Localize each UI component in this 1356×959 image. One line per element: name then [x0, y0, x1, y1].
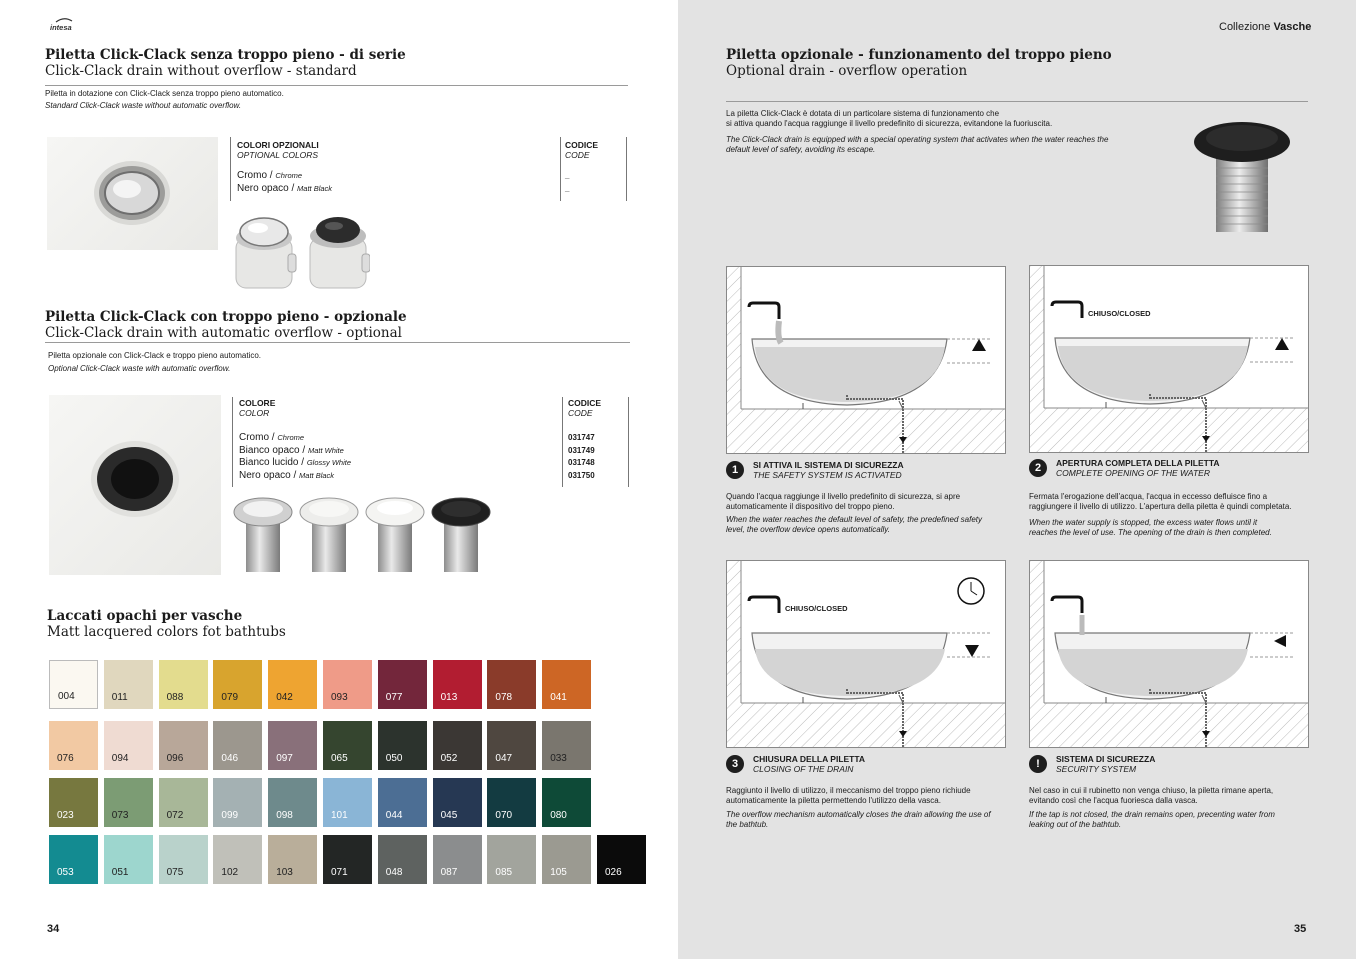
color-code: 023 — [57, 810, 74, 821]
color-code: 070 — [495, 810, 513, 821]
color-swatch — [378, 778, 427, 827]
brand-name: intesa — [50, 23, 72, 32]
intro-it — [726, 109, 1052, 129]
color-swatch — [487, 721, 536, 770]
step-desc-it — [726, 492, 960, 512]
chrome-overflow-drain-icon — [234, 498, 292, 572]
step-desc-it-line: Nel caso in cui il rubinetto non venga chiuso, la piletta rimane aperta, — [1029, 786, 1274, 795]
color-name-en: Glossy White — [306, 458, 352, 468]
section2-title-en: Click-Clack drain with automatic overflow - optional — [45, 325, 402, 341]
intro-en — [726, 135, 1108, 155]
intro-it-line: La piletta Click-Clack è dotata di un particolare sistema di funzionamento che — [726, 109, 1000, 118]
color-swatch — [213, 721, 262, 770]
color-swatch — [542, 660, 591, 709]
table-row: Nero opaco / Matt Black — [239, 469, 335, 481]
color-name-it: Bianco lucido — [239, 457, 299, 469]
color-code: 093 — [331, 692, 348, 703]
color-code: 042 — [276, 692, 293, 703]
color-code: 047 — [495, 753, 513, 764]
right-title-it: Piletta opzionale - funzionamento del troppo pieno — [726, 47, 1112, 63]
color-swatch — [159, 660, 208, 709]
section1-title-it: Piletta Click-Clack senza troppo pieno - di serie — [45, 47, 406, 63]
color-swatch — [213, 660, 262, 709]
color-code: 094 — [111, 753, 129, 764]
color-name-it: Nero opaco — [237, 182, 289, 194]
section2-table-divider-right — [628, 397, 629, 487]
color-name-en: Chrome — [277, 433, 305, 442]
step-title: SI ATTIVA IL SISTEMA DI SICUREZZA — [753, 460, 904, 470]
color-name-it: Cromo — [237, 170, 268, 181]
color-swatch — [159, 778, 208, 827]
color-code: 011 — [111, 692, 128, 703]
collection-name: Vasche — [1273, 21, 1312, 33]
color-code: 048 — [385, 867, 403, 878]
step-title: CHIUSURA DELLA PILETTA — [753, 754, 866, 764]
matt-white-overflow-drain-icon — [300, 498, 358, 572]
code-value: 031750 — [568, 470, 595, 480]
color-swatch — [213, 778, 262, 827]
section2-product-images — [232, 496, 494, 578]
step-subtitle: SECURITY SYSTEM — [1056, 764, 1137, 774]
code-value: _ — [565, 171, 570, 180]
color-code: 096 — [166, 753, 184, 764]
bathtub-diagram-icon — [727, 267, 1005, 453]
color-code: 041 — [550, 692, 567, 703]
color-swatch — [49, 778, 98, 827]
color-swatch — [323, 721, 372, 770]
color-swatch — [268, 660, 317, 709]
section2-photo — [49, 395, 221, 575]
color-code: 013 — [440, 692, 458, 703]
intro-it-line: si attiva quando l'acqua raggiunge il livello predefinito di sicurezza, evitandone la fuoriuscita. — [726, 119, 1053, 129]
color-name-it: Cromo — [239, 432, 270, 443]
color-swatch — [378, 721, 427, 770]
color-swatch — [104, 660, 153, 709]
table-row: Bianco opaco / Matt White — [239, 444, 344, 456]
color-code: 052 — [440, 753, 458, 764]
step-desc-it-line: automaticamente il dispositivo del troppo pieno. — [726, 502, 895, 512]
step-desc-en-line: If the tap is not closed, the drain remains open, precenting water from — [1029, 810, 1275, 819]
color-swatch — [323, 835, 372, 884]
section1-desc-it: Piletta in dotazione con Click-Clack senza troppo pieno automatico. — [45, 89, 284, 98]
section2-desc-en: Optional Click-Clack waste with automatic overflow. — [48, 364, 231, 373]
intro-en-line: default level of safety, avoiding its escape. — [726, 145, 876, 155]
color-code: 044 — [385, 810, 403, 821]
step-desc-it-line: evitando così che l'acqua fuoriesca dalla vasca. — [1029, 796, 1198, 806]
color-name-en: Matt Black — [297, 183, 333, 193]
color-swatch — [542, 721, 591, 770]
section2-col1-it: COLORE — [239, 398, 276, 408]
collection-prefix: Collezione — [1219, 21, 1271, 33]
section1-table-divider-right — [626, 137, 627, 201]
color-code: 101 — [331, 810, 348, 821]
color-code: 004 — [58, 691, 75, 702]
colors-title-it: Laccati opachi per vasche — [47, 608, 243, 624]
step-number-badge: 2 — [1029, 459, 1047, 477]
color-swatch — [104, 835, 153, 884]
color-code: 073 — [111, 810, 129, 821]
color-swatch — [104, 778, 153, 827]
table-row: Cromo / Chrome — [237, 170, 303, 181]
step-desc-en — [726, 515, 982, 535]
black-drain-with-thread-icon — [1194, 122, 1290, 232]
section1-table-divider-mid — [560, 137, 561, 201]
table-row: Nero opaco / Matt Black — [237, 182, 333, 194]
color-code: 076 — [57, 753, 74, 764]
right-title-rule — [726, 101, 1308, 102]
color-code: 103 — [276, 867, 293, 878]
color-swatch — [487, 835, 536, 884]
drain-product-image — [1192, 118, 1292, 236]
color-name-it: Nero opaco — [239, 469, 291, 481]
step-desc-en-line: reaches the level of use. The opening of the drain is then completed. — [1029, 528, 1272, 538]
color-code: 050 — [385, 753, 403, 764]
intro-en-line: The Click-Clack drain is equipped with a special operating system that activates when the water reaches the — [726, 135, 1109, 144]
color-swatch — [433, 835, 482, 884]
color-code: 071 — [331, 867, 348, 878]
color-code: 085 — [495, 867, 513, 878]
step-desc-it — [1029, 492, 1292, 512]
step-desc-en-line: level, the overflow device opens automatically. — [726, 525, 890, 535]
section2-rule — [45, 342, 630, 343]
collection-header — [1219, 21, 1311, 33]
color-code: 045 — [440, 810, 458, 821]
step-title: SISTEMA DI SICUREZZA — [1056, 754, 1156, 764]
color-swatch — [487, 660, 536, 709]
color-swatch — [433, 721, 482, 770]
section1-col2-en: CODE — [565, 150, 590, 160]
page-number-left: 34 — [47, 923, 60, 935]
step-number-badge: 1 — [726, 461, 744, 479]
step-desc-en — [1029, 518, 1272, 538]
color-swatch — [487, 778, 536, 827]
glossy-white-overflow-drain-icon — [366, 498, 424, 572]
section1-product-images — [230, 212, 370, 294]
color-code: 051 — [111, 867, 129, 878]
color-code: 080 — [550, 810, 567, 821]
section2-col2-en: CODE — [568, 408, 593, 418]
section2-table-codes — [568, 398, 601, 482]
color-code: 053 — [57, 867, 74, 878]
section1-col2-it: CODICE — [565, 140, 599, 150]
section2-table-colors — [239, 398, 351, 482]
step-number-badge: ! — [1029, 755, 1047, 773]
color-name-en: Matt Black — [299, 470, 335, 480]
step-diagram — [726, 266, 1006, 454]
section1-title-en: Click-Clack drain without overflow - standard — [45, 63, 357, 79]
code-value: _ — [565, 183, 570, 193]
right-title-en: Optional drain - overflow operation — [726, 63, 968, 79]
chrome-clickclack-icon — [236, 218, 296, 288]
chrome-drain-photo-icon — [47, 137, 218, 250]
step-desc-it-line: raggiungere il livello di utilizzo. L'apertura della piletta è quindi completata. — [1029, 502, 1292, 512]
step-desc-it — [726, 786, 971, 806]
color-swatch — [268, 778, 317, 827]
step-desc-it-line: Fermata l'erogazione dell'acqua, l'acqua in eccesso defluisce fino a — [1029, 492, 1268, 501]
color-name-it: Bianco opaco — [239, 444, 300, 456]
step-desc-en-line: the bathtub. — [726, 820, 769, 830]
color-swatch — [268, 835, 317, 884]
section1-table-divider-left — [230, 137, 231, 201]
color-code: 078 — [495, 692, 513, 703]
section2-col2-it: CODICE — [568, 398, 602, 408]
color-swatch — [49, 721, 98, 770]
step-diagram — [1029, 265, 1309, 453]
black-clickclack-icon — [310, 217, 370, 288]
color-code: 105 — [550, 867, 567, 878]
color-code: 097 — [276, 753, 293, 764]
step-diagram — [1029, 560, 1309, 748]
colors-title-en: Matt lacquered colors fot bathtubs — [47, 624, 286, 640]
section1-table-colors — [237, 140, 332, 195]
color-code: 033 — [550, 753, 567, 764]
step-number-badge: 3 — [726, 755, 744, 773]
code-value: 031748 — [568, 458, 595, 468]
step-desc-it-line: Quando l'acqua raggiunge il livello predefinito di sicurezza, si apre — [726, 492, 961, 501]
step-desc-en-line: When the water supply is stopped, the excess water flows until it — [1029, 518, 1258, 527]
brand-logo — [50, 17, 80, 33]
color-code: 065 — [331, 753, 348, 764]
color-swatch — [159, 835, 208, 884]
matt-black-overflow-drain-icon — [432, 498, 490, 572]
color-code: 087 — [440, 867, 458, 878]
color-name-en: Chrome — [275, 171, 303, 180]
step-desc-en — [726, 810, 991, 830]
color-swatch — [597, 835, 646, 884]
color-code: 072 — [166, 810, 184, 821]
step-desc-it-line: automaticamente la piletta permettendo l'utilizzo della vasca. — [726, 796, 941, 806]
color-code: 102 — [221, 867, 239, 878]
color-swatch — [49, 660, 98, 709]
color-code: 098 — [276, 810, 293, 821]
code-value: 031747 — [568, 433, 595, 442]
section2-table-divider-mid — [562, 397, 563, 487]
step-desc-it-line: Raggiunto il livello di utilizzo, il meccanismo del troppo pieno richiude — [726, 786, 971, 795]
section1-desc-en: Standard Click-Clack waste without automatic overflow. — [45, 101, 242, 110]
color-swatch — [159, 721, 208, 770]
section1-table-codes — [565, 140, 598, 195]
color-code: 046 — [221, 753, 239, 764]
color-swatch — [433, 660, 482, 709]
step-subtitle: THE SAFETY SYSTEM IS ACTIVATED — [753, 470, 902, 480]
color-swatch — [49, 835, 98, 884]
step-desc-en-line: When the water reaches the default level of safety, the predefined safety — [726, 515, 983, 524]
step-diagram — [726, 560, 1006, 748]
black-drain-photo-icon — [49, 395, 221, 575]
color-swatch — [323, 660, 372, 709]
step-desc-en — [1029, 810, 1275, 830]
step-title: APERTURA COMPLETA DELLA PILETTA — [1056, 458, 1220, 468]
section2-title-it: Piletta Click-Clack con troppo pieno - opzionale — [45, 309, 407, 325]
color-swatch — [268, 721, 317, 770]
color-swatch — [378, 660, 427, 709]
page-number-right: 35 — [1294, 923, 1307, 935]
color-swatch — [433, 778, 482, 827]
drain-state-label: CHIUSO/CLOSED — [785, 604, 848, 613]
section1-col1-en: OPTIONAL COLORS — [237, 150, 319, 160]
step-subtitle: CLOSING OF THE DRAIN — [753, 764, 854, 774]
step-desc-en-line: The overflow mechanism automatically closes the drain allowing the use of — [726, 810, 991, 819]
step-subtitle: COMPLETE OPENING OF THE WATER — [1056, 468, 1210, 478]
color-name-en: Matt White — [307, 445, 344, 455]
color-code: 099 — [221, 810, 239, 821]
color-swatch — [542, 778, 591, 827]
section1-photo — [47, 137, 218, 250]
section1-rule — [45, 85, 628, 86]
right-page — [678, 0, 1356, 959]
table-row: Cromo / Chrome — [239, 432, 305, 443]
color-code: 075 — [166, 867, 184, 878]
bathtub-diagram-icon — [727, 561, 1005, 747]
color-code: 077 — [385, 692, 403, 703]
section2-desc-it: Piletta opzionale con Click-Clack e troppo pieno automatico. — [48, 351, 262, 360]
step-desc-en-line: leaking out of the bathtub. — [1029, 820, 1122, 830]
bathtub-diagram-icon — [1030, 266, 1308, 452]
drain-state-label: CHIUSO/CLOSED — [1088, 309, 1151, 318]
code-value: 031749 — [568, 445, 595, 455]
section1-col1-it: COLORI OPZIONALI — [237, 140, 319, 150]
color-swatch — [323, 778, 372, 827]
color-swatch — [542, 835, 591, 884]
section2-table-divider-left — [232, 397, 233, 487]
bathtub-diagram-icon — [1030, 561, 1308, 747]
table-row: Bianco lucido / Glossy White — [239, 457, 352, 469]
color-swatch — [378, 835, 427, 884]
color-code: 026 — [605, 867, 622, 878]
color-code: 088 — [166, 692, 184, 703]
color-swatch — [104, 721, 153, 770]
section2-col1-en: COLOR — [239, 408, 270, 418]
color-swatch — [213, 835, 262, 884]
step-desc-it — [1029, 786, 1273, 806]
color-code: 079 — [221, 692, 239, 703]
